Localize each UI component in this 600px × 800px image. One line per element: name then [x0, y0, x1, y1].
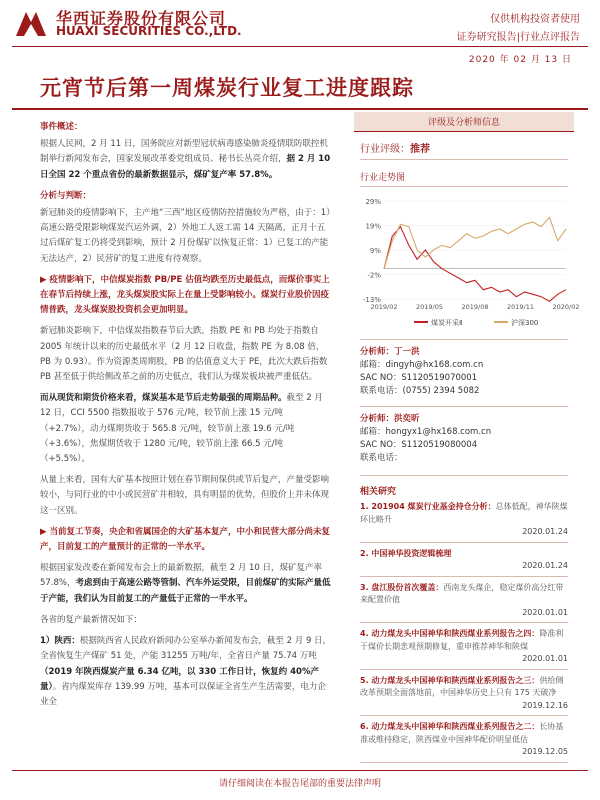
y-tick-label: 9%: [369, 247, 381, 255]
report-date: 2020 年 02 月 13 日: [468, 55, 572, 65]
related-item-title: 3. 盘江股份首次覆盖：: [360, 582, 444, 592]
company-logo: [14, 8, 48, 38]
x-tick-label: 2019/08: [461, 303, 489, 311]
sidebar: [354, 112, 580, 768]
related-item-desc: 总体低配，神华陕煤环比略升: [360, 502, 568, 524]
series-line-2: [384, 217, 566, 268]
related-item-date: 2020.01.24: [522, 527, 568, 536]
analysis-paragraph: 新冠肺炎的疫情影响下，主产地“三西”地区疫情防控措施较为严格，由于：1）高速公路受限影响煤炭汽运外调，2）外地工人返工需 14 天隔离，正月十五过后煤矿复工仍将受到影响，预计 2 月份煤矿以恢复正常：1）已复工的产能无法达产，2）民营矿的复工进度有待观察。: [40, 208, 331, 264]
analyst-phone: 联系电话：: [360, 453, 403, 463]
related-item-date: 2020.01.01: [522, 607, 568, 617]
related-item-title: 6. 动力煤龙头中国神华和陕西煤业系列报告之二：: [360, 722, 540, 731]
audience-note: 仅供机构投资者使用: [490, 14, 580, 25]
related-item-title: 5. 动力煤龙头中国神华和陕西煤业系列报告之三：: [360, 675, 540, 685]
related-item-title: 4. 动力煤龙头中国神华和陕西煤业系列报告之四：: [360, 629, 540, 638]
trend-chart: [354, 191, 580, 331]
related-item-desc: 西南龙头煤企，稳定煤价高分红带来配置价值: [360, 582, 564, 604]
related-item-title: 2. 中国神华投资逻辑梳理: [360, 548, 452, 558]
related-item[interactable]: [360, 501, 568, 543]
legend-label: 沪深300: [511, 319, 539, 327]
y-tick-label: -13%: [362, 296, 381, 304]
legal-notice: 请仔细阅读在本报告尾部的重要法律声明: [218, 779, 381, 789]
analyst-card: [360, 339, 568, 398]
sidebar-header: 评级及分析师信息: [354, 112, 574, 132]
related-item[interactable]: [360, 675, 568, 717]
related-item-desc: 供给侧改革预期全面落地前，中国神华历史上只有 175 天破净: [360, 675, 564, 697]
analyst-name: 分析师：丁一洪: [360, 347, 420, 357]
related-item-date: 2020.01.01: [522, 654, 568, 663]
title-divider: [12, 108, 588, 110]
analyst-email[interactable]: 邮箱：hongyx1@hx168.com.cn: [360, 427, 492, 437]
related-item[interactable]: [360, 548, 568, 577]
company-name-en: HUAXI SECURITIES CO.,LTD.: [56, 24, 242, 38]
related-heading: 相关研究: [360, 475, 568, 497]
header-divider: [12, 46, 588, 47]
legend-label: 煤炭开采Ⅱ: [431, 319, 463, 327]
x-tick-label: 2019/05: [415, 303, 444, 311]
y-tick-label: -2%: [367, 271, 381, 280]
related-list: [354, 501, 574, 763]
event-paragraph: 根据人民网，2 月 11 日，国务院应对新型冠状病毒感染肺炎疫情联防联控机制举行新闻发布会，国家发展改革委党组成员、秘书长丛亮介绍，据 2 月 10 日全国 22 个重点省份的最新数据显示，煤矿复产率 57.8%。: [40, 139, 331, 180]
analyst-email[interactable]: 邮箱：dingyh@hx168.com.cn: [360, 360, 484, 370]
company-name-cn: 华西证券股份有限公司: [56, 9, 227, 28]
analyst-phone: 联系电话：(0755) 2394 5082: [360, 386, 480, 396]
x-tick-label: 2019/11: [506, 303, 535, 311]
x-tick-label: 2020/02: [552, 303, 580, 311]
report-category: 证券研究报告|行业点评报告: [456, 32, 580, 43]
related-item-desc: 降准利于煤价长期悲观预期修复，重申推荐神华和陕煤: [360, 629, 564, 651]
analyst-card: [360, 406, 568, 465]
related-item-date: 2019.12.16: [522, 700, 568, 710]
related-item-date: 2020.01.24: [522, 561, 568, 570]
analyst-name: 分析师：洪奕昕: [360, 414, 420, 424]
volume-paragraph: 从量上来看，国有大矿基本按照计划在春节期间保供或节后复产，产量受影响较小，与同行业的中小或民营矿井相较，具有明显的优势，但股价上并未体现这一区别。: [40, 475, 330, 516]
related-item-date: 2019.12.05: [522, 747, 568, 756]
report-title: 元宵节后第一周煤炭行业复工进度跟踪: [40, 76, 414, 100]
related-item[interactable]: [360, 628, 568, 670]
y-tick-label: 19%: [365, 222, 381, 231]
analyst-list: [354, 339, 574, 465]
event-heading: 事件概述：: [40, 122, 83, 132]
related-item[interactable]: [360, 582, 568, 624]
x-tick-label: 2019/02: [370, 303, 398, 311]
shaanxi-paragraph: 1）陕西：根据陕西省人民政府新闻办公室举办新闻发布会，截至 2 月 9 日，全省恢复生产煤矿 51 处，产能 31255 万吨/年，全省日产量 75.74 万吨（2019 年陕西煤炭产量 6.34 亿吨，以 330 工作日计，恢复约 40%产量）。省内煤炭库存 139.99 万吨，基本可以保证全省生产生活需要，电力企业全: [40, 636, 332, 707]
analyst-sac: SAC NO：S1120519080004: [360, 440, 478, 450]
valuation-paragraph: 新冠肺炎影响下，中信煤炭指数春节后大跌，指数 PE 和 PB 均处于指数自 2005 年统计以来的历史最低水平（2 月 12 日收盘，指数 PE 为 8.08 倍，PB 为 0.93）。作为资源类周期股，PB 的估值意义大于 PE，此次大跌后指数 PB 甚至低于供给侧改革之前的历史低点，我们认为煤炭板块被严重低估。: [40, 326, 328, 383]
related-item-title: 1. 201904 煤炭行业基金持仓分析：: [360, 502, 496, 511]
price-paragraph: 而从现货和期货价格来看，煤炭基本是节后走势最强的周期品种。截至 2 月 12 日，CCI 5500 指数报收于 576 元/吨，较节前上涨 15 元/吨（+2.7%），动力煤期货收于 565.8 元/吨，较节前上涨 19.6 元/吨（+3.6%），焦煤期货收于 1280 元/吨，较节前上涨 66.5 元/吨（+5.5%）。: [40, 393, 323, 465]
y-tick-label: 29%: [365, 198, 381, 206]
analyst-sac: SAC NO：S1120519070001: [360, 373, 478, 383]
related-item[interactable]: [360, 721, 568, 763]
bullet-valuation: ▶ 疫情影响下，中信煤炭指数 PB/PE 估值均跌至历史最低点，而煤价事实上在春节后持续上涨，龙头煤炭股实际上在量上受影响较小。煤炭行业股价因疫情普跌，龙头煤炭股投资机会更加明显。: [40, 274, 330, 316]
related-item-desc: 长协基准或维持稳定，陕西煤业中国神华配价明显低估: [360, 722, 564, 744]
chart-title: 行业走势图: [360, 170, 568, 187]
main-body: [40, 116, 332, 716]
province-intro: 各省的复产最新情况如下：: [40, 614, 143, 625]
analysis-heading: 分析与判断：: [40, 190, 92, 201]
footer-divider: [12, 770, 588, 771]
bullet-resumption: ▶ 当前复工节奏，央企和省属国企的大矿基本复产，中小和民营大部分尚未复产，目前复工的产量预计的正常的一半水平。: [40, 526, 331, 553]
ndrc-paragraph: 根据国家发改委在新闻发布会上的最新数据，截至 2 月 10 日，煤矿复产率 57.8%，考虑到由于高速公路等管制、汽车外运受限，目前煤矿的实际产量低于产能，我们认为目前复工的产量低于正常的一半水平。: [40, 563, 331, 604]
industry-rating: 行业评级：推荐: [360, 140, 568, 160]
